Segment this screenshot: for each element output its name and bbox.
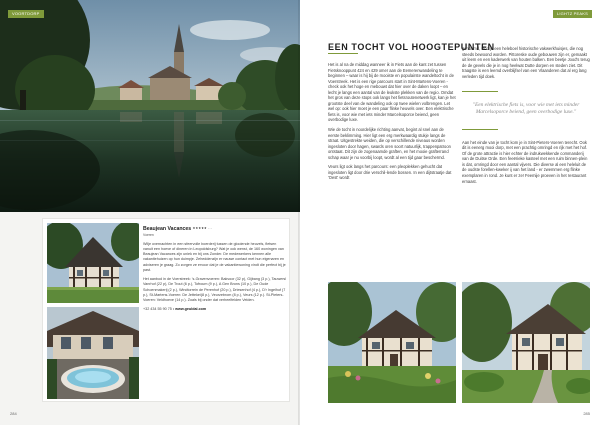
hot-tub-garden-photo xyxy=(47,307,139,399)
lake-church-landscape-photo xyxy=(0,0,300,212)
page-number-left: 284 xyxy=(10,411,17,416)
rating-stars-icon: ★★★★★ xyxy=(192,226,207,230)
ad-title-text: Beaujean Vacances xyxy=(143,225,192,232)
section-tag-left: VOORTDORP xyxy=(8,10,44,18)
article-paragraph-5: Aan het einde van je tocht kom je in Sint-Pieters-Voeren terecht. Ook dit is eenerg mooi dorp, met een prachtig omringd en rijk met het hof. Of de grote attractie is hier echter de indrukwekkende commanderij van de Duitse Orde. Een feeërieke kasteel met een ruim binnen-plein is dat, omringd door een aantal vijvers. Die diverse al een heleluit de de oudste forellen-kweker ij van het land - er zwemmen erg flinke exemplaren in rond. Je kunt er ze! Feemije proeven in het restaurant ernaast. xyxy=(462,139,588,184)
ad-contact-website-link[interactable]: www.geuldal.com xyxy=(175,307,207,312)
pull-quote: "Een elektrische fiets is, voor wie met iets minder Marcelsoporce beiend, geen overbodige luxe." xyxy=(472,102,580,116)
farmhouse-exterior-photo xyxy=(47,223,139,303)
ad-contact-phone: +32 434 55 90 75 xyxy=(143,307,172,312)
ad-contact xyxy=(143,307,287,312)
article-column-2 xyxy=(462,46,590,188)
ad-contact-separator: • xyxy=(172,307,176,312)
right-page xyxy=(300,0,600,425)
advertisement-box xyxy=(42,218,290,402)
ad-text-block xyxy=(143,225,287,312)
quote-rule-bottom xyxy=(462,129,498,130)
page-number-right: 285 xyxy=(583,411,590,416)
title-rule xyxy=(328,53,358,54)
article-paragraph-1: Het is al na de middag wanneer ik in Fiets aan de kant zet tussen Fietsknooppunt 424 en 429 omer aan de Eemerenwandeling te beginnen – waar is hij bij de mooiste en populairste wandeltocht in de Voerstreek. Het is een rige parcours start in Sint-Martens-Voeren - check ook het hoge en mebouwt dat hier over de daken loopt – en lecht je langs een aantal van de leukste plekken van de regio. Omdat het gros van deze stops ook langs het fietsroutenetwerk ligt, kan je het grootste deel van de wandeling ook op twee wielen volbrengen. Let wel op: ook hier moet je een paar flinke heuvels over. Een elektrische fiets is, voor wie met iets minder Marcelsoporce beiend, geen overbodige luxe. xyxy=(328,62,456,123)
ad-subtitle: Voeren xyxy=(143,232,154,237)
timber-frame-house-photo xyxy=(462,282,590,403)
article-paragraph-2: Wie de tocht in noordelijke richting aanvat, begint al snel aan de eerste beklimming. Hier ligt een erg merkwaardig stukje langs de straat. Uitgestrekte weiden, die op verschillende niveaus worden ingesloten door hagen, swards oren soort natuurlijk, trappenpatroon ontstaat. Dit zijn de zogenaamde graften, en het mooie grafterrand schap waar je nu voorbij loopt, wordt al een tijd gaar beschermd. xyxy=(328,127,451,160)
ad-paragraph-offer: Het aanbod in de Voerstreek: 's-Gravenvoeren: Bakvoor (32 p), Gijbang (3 p.), Tauwersl Vanrhof (22 p), De Trout (6 p.), Tofroum (9 p.), A Gen Brons (10 p.), De Oude Schoenmakerij (2 p.), Windtorrein de Perenhof (20 p.), Driesenhof (4 p.), D'r Ingelhof (7 p.), St-Martens-Voeren: De Jettekei(8 p.), Veurzebrom (8 p.), Veurs (12 p.). St-Pieters-Voeren: Veldhoeve (14 p.). Zoals bij onder dat verheelfelden Velden. xyxy=(143,277,287,302)
ad-title xyxy=(143,225,287,233)
ad-paragraph-intro: Wilje overnachten in een sfeervolle boerderij tussen de glooiende heuvels, fietsen vanuit een hoeve of dineren in Leopoldsburg? Wat je ook wenst, de 160 woningen van Beaujean Vacances zijn uniek en bij ons Zonder. De medewerkers kennen alle vakantiehuizen op hun duimpje. Zeheddenzijn er nauwe contact met hun eigenaren en adviseren je graag. Zo zorgen ze ervoor dat je de vakantiewoning vindt die perfect bij je past. xyxy=(143,241,286,272)
ad-title-suffix: · · xyxy=(208,226,212,231)
article-column-1 xyxy=(328,62,456,185)
article-title: EEN TOCHT VOL HOOGTEPUNTEN xyxy=(328,42,495,52)
cottage-garden-photo xyxy=(328,282,456,403)
article-paragraph-3: Veurs ligt ook langs het parcours: een pleoplekken gehucht dat ingesloten ligt door drie verschil-lende bossen. In een dijtstraatje dat 'Oest' wordt xyxy=(328,164,452,181)
article-paragraph-4: genoemd, vind je een heleboel historische vakwerkhuisjes, die nog steeds bewoond worden. Pittoreske oude gebouwen zijn er, gemaakt uit leem en een kaderwerk van houten balken. Een beetje Jood's terug de de gevels die je in nog heelwat Dutte dorpen en steden ziet. Dit traagste is een leemd overblijfsel van een Vlaanderen dat al erg lang verleden tijd doek. xyxy=(462,46,590,79)
section-tag-right: LIGHTZ PEAKS xyxy=(553,10,592,18)
quote-rule-top xyxy=(462,91,498,92)
